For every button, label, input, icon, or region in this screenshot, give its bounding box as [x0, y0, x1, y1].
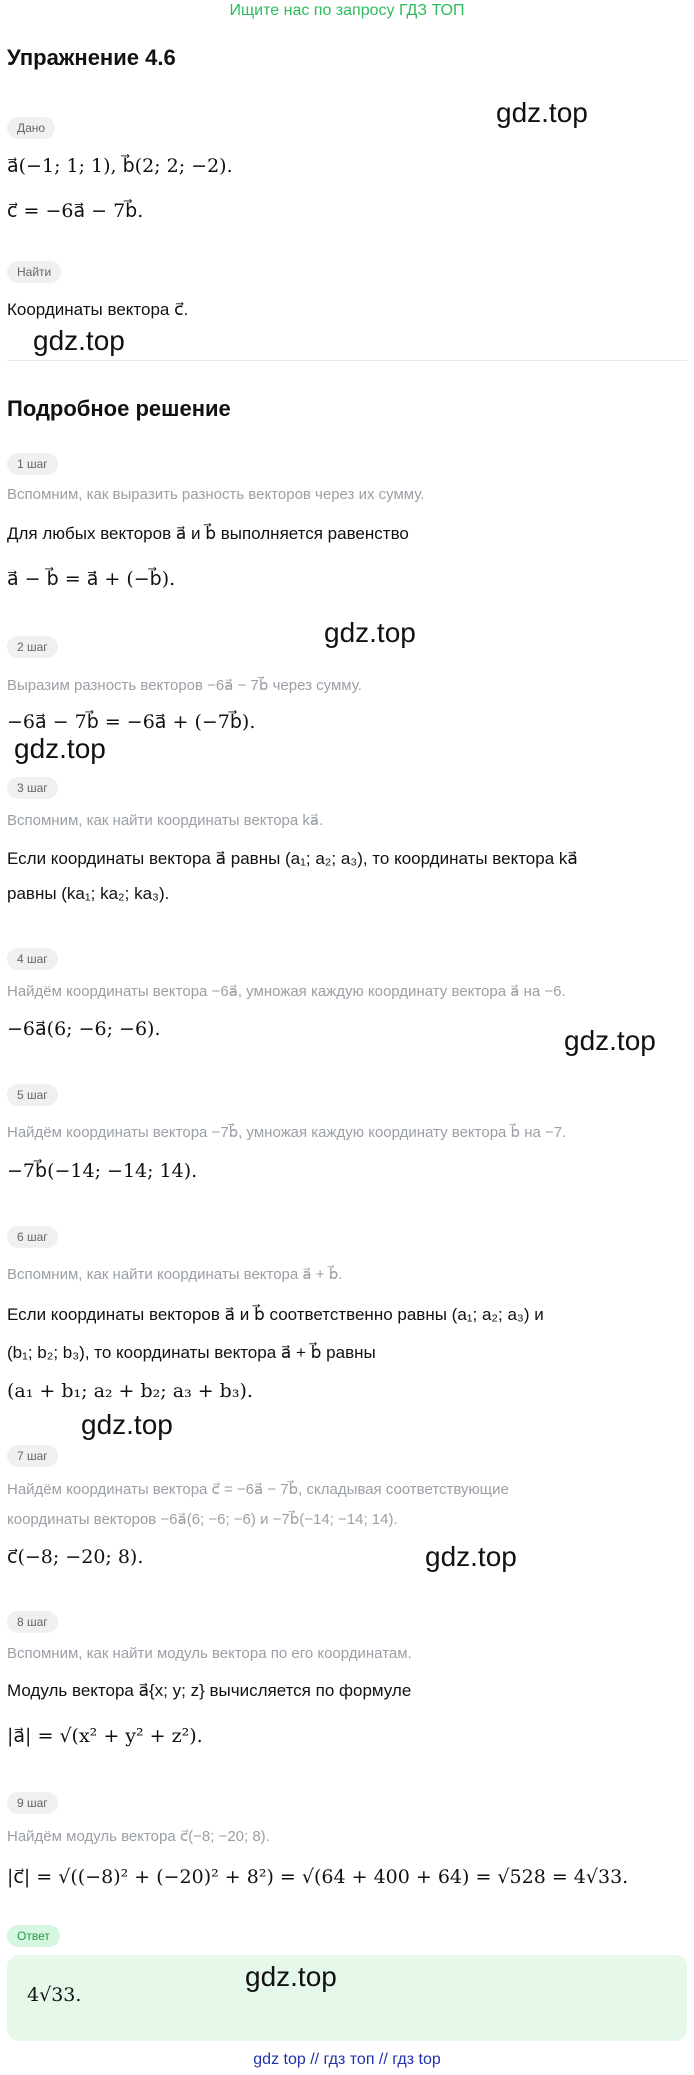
step-1-hint: Вспомним, как выразить разность векторов через их сумму. [7, 486, 425, 503]
watermark: gdz.top [496, 97, 588, 128]
step-3-hint: Вспомним, как найти координаты вектора ka⃗. [7, 812, 324, 829]
step-8-hint: Вспомним, как найти модуль вектора по его координатам. [7, 1645, 412, 1662]
step-label: 6 шаг [7, 1226, 58, 1248]
watermark: gdz.top [324, 617, 416, 648]
step-2-formula: −6a⃗ − 7b⃗ = −6a⃗ + (−7b⃗). [7, 711, 256, 733]
step-3-badge [7, 777, 58, 799]
top-search-link[interactable]: Ищите нас по запросу ГДЗ ТОП [229, 2, 465, 19]
answer-box [7, 1955, 687, 2041]
step-7-formula: c⃗(−8; −20; 8). [7, 1546, 144, 1568]
step-1-text: Для любых векторов a⃗ и b⃗ выполняется равенство [7, 524, 409, 543]
watermark: gdz.top [425, 1541, 517, 1572]
step-label: 7 шаг [7, 1445, 58, 1467]
step-label: 3 шаг [7, 777, 58, 799]
find-label: Найти [7, 261, 61, 283]
exercise-title: Упражнение 4.6 [7, 45, 176, 70]
watermark: gdz.top [33, 325, 125, 356]
step-7-hint-2: координаты векторов −6a⃗(6; −6; −6) и −7b⃗(−14; −14; 14). [7, 1511, 398, 1528]
step-3-text: Если координаты вектора a⃗ равны (a₁; a₂; a₃), то координаты вектора ka⃗ [7, 849, 578, 868]
step-label: 9 шаг [7, 1792, 58, 1814]
given-vectors: a⃗(−1; 1; 1), b⃗(2; 2; −2). [7, 155, 233, 177]
step-9-badge [7, 1792, 58, 1814]
step-8-badge [7, 1611, 58, 1633]
watermark: gdz.top [14, 733, 106, 764]
step-2-hint: Выразим разность векторов −6a⃗ − 7b⃗ через сумму. [7, 677, 362, 694]
step-4-badge [7, 948, 58, 970]
find-badge [7, 261, 61, 283]
step-6-text: Если координаты векторов a⃗ и b⃗ соответственно равны (a₁; a₂; a₃) и [7, 1305, 544, 1324]
step-1-badge [7, 453, 58, 475]
step-3-text-2: равны (ka₁; ka₂; ka₃). [7, 884, 170, 903]
step-7-badge [7, 1445, 58, 1467]
find-text: Координаты вектора c⃗. [7, 300, 189, 319]
step-6-hint: Вспомним, как найти координаты вектора a⃗ + b⃗. [7, 1266, 343, 1283]
step-1-formula: a⃗ − b⃗ = a⃗ + (−b⃗). [7, 568, 176, 590]
solution-title: Подробное решение [7, 396, 231, 421]
step-4-hint: Найдём координаты вектора −6a⃗, умножая каждую координату вектора a⃗ на −6. [7, 983, 566, 1000]
step-8-text: Модуль вектора a⃗{x; y; z} вычисляется по формуле [7, 1681, 412, 1700]
watermark: gdz.top [245, 1961, 337, 1992]
given-label: Дано [7, 117, 55, 139]
step-2-badge [7, 636, 58, 658]
answer-badge [7, 1925, 60, 1947]
step-label: 8 шаг [7, 1611, 58, 1633]
step-label: 5 шаг [7, 1084, 58, 1106]
answer-value: 4√33. [27, 1984, 82, 2006]
step-label: 2 шаг [7, 636, 58, 658]
section-divider [7, 360, 687, 361]
step-5-formula: −7b⃗(−14; −14; 14). [7, 1160, 198, 1182]
step-6-text-2: (b₁; b₂; b₃), то координаты вектора a⃗ + b⃗ равны [7, 1343, 376, 1362]
answer-label: Ответ [7, 1925, 60, 1947]
watermark: gdz.top [81, 1409, 173, 1440]
step-5-hint: Найдём координаты вектора −7b⃗, умножая каждую координату вектора b⃗ на −7. [7, 1124, 567, 1141]
step-7-hint: Найдём координаты вектора c⃗ = −6a⃗ − 7b⃗, складывая соответствующие [7, 1481, 509, 1498]
given-badge [7, 117, 55, 139]
step-8-formula: |a⃗| = √(x² + y² + z²). [7, 1725, 203, 1747]
step-9-formula: |c⃗| = √((−8)² + (−20)² + 8²) = √(64 + 400 + 64) = √528 = 4√33. [7, 1866, 629, 1888]
watermark: gdz.top [564, 1025, 656, 1056]
step-9-hint: Найдём модуль вектора c⃗(−8; −20; 8). [7, 1828, 270, 1845]
step-label: 4 шаг [7, 948, 58, 970]
footer-links[interactable]: gdz top // гдз топ // гдз top [253, 2051, 441, 2068]
given-c-definition: c⃗ = −6a⃗ − 7b⃗. [7, 200, 144, 222]
step-6-formula: (a₁ + b₁; a₂ + b₂; a₃ + b₃). [7, 1380, 253, 1402]
step-4-formula: −6a⃗(6; −6; −6). [7, 1018, 161, 1040]
step-5-badge [7, 1084, 58, 1106]
step-label: 1 шаг [7, 453, 58, 475]
step-6-badge [7, 1226, 58, 1248]
